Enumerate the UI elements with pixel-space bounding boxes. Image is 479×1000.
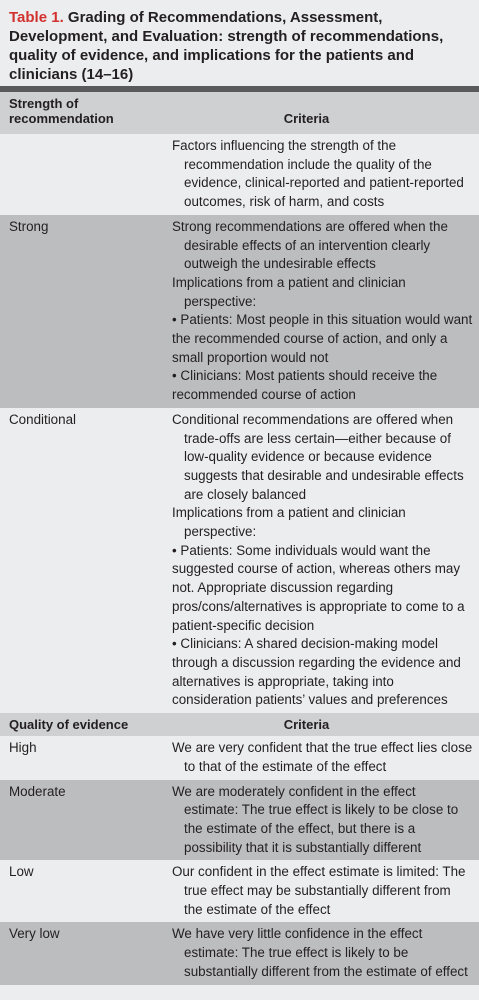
criteria-bullet: • Patients: Some individuals would want the suggested course of action, whereas others may not. Appropriate discussion regarding pros/cons/alternatives is appropriate to come to a patient-specific decision <box>172 542 473 636</box>
table-label: Table 1. <box>9 9 64 26</box>
criteria-text: Strong recommendations are offered when the desirable effects of an intervention clearly outweigh the undesirable effects <box>172 218 448 272</box>
criteria-text: Factors influencing the strength of the recommendation include the quality of the evidence, clinical-reported and patient-reported outcomes, risk of harm, and costs <box>172 138 464 210</box>
table-row <box>0 860 479 922</box>
row-label: Conditional <box>9 411 76 427</box>
criteria-bullet: • Clinicians: A shared decision-making model through a discussion regarding the evidence and alternatives is appropriate, taking into consideration patients’ values and preferences <box>172 635 473 710</box>
section2-body <box>0 736 479 984</box>
row-label: Strong <box>9 218 49 234</box>
criteria-bullet: • Patients: Most people in this situation would want the recommended course of action, and only a small proportion would not <box>172 311 473 367</box>
criteria-text: Implications from a patient and clinician perspective: <box>172 505 406 540</box>
row-criteria <box>172 411 479 710</box>
criteria-text: We are moderately confident in the effect estimate: The true effect is likely to be close to the estimate of the effect, but there is a possibility that it is substantially different <box>172 783 459 855</box>
criteria-bullet: • Clinicians: Most patients should receive the recommended course of action <box>172 367 473 404</box>
row-label: High <box>9 740 37 756</box>
row-criteria <box>172 739 479 776</box>
table-row <box>0 215 479 408</box>
criteria-text: Conditional recommendations are offered when trade-offs are less certain—either because of low-quality evidence or because evidence suggests that desirable and undesirable effects are closely balanced <box>172 411 464 502</box>
table-row <box>0 736 479 779</box>
row-criteria <box>172 863 479 919</box>
table-row <box>0 780 479 861</box>
header-quality: Quality of evidence <box>9 717 129 733</box>
table-row <box>0 408 479 713</box>
row-criteria <box>172 925 479 981</box>
header-criteria-2: Criteria <box>283 717 330 733</box>
row-label: Very low <box>9 926 60 942</box>
table-row <box>0 922 479 984</box>
section1-header <box>0 92 479 134</box>
row-label <box>0 137 172 212</box>
row-label: Low <box>9 864 34 880</box>
row-criteria <box>172 783 479 858</box>
header-criteria: Criteria <box>283 111 330 126</box>
table-caption <box>0 0 479 86</box>
table-row <box>0 134 479 215</box>
criteria-text: Our confident in the effect estimate is limited: The true effect may be substantially different from the estimate of the effect <box>172 864 466 917</box>
section1-body <box>0 134 479 713</box>
row-criteria <box>172 137 479 212</box>
table-title: Grading of Recommendations, Assessment, Development, and Evaluation: strength of recommendations, quality of evidence, and implications for the patients and clinicians (14–16) <box>9 9 444 83</box>
row-label: Moderate <box>9 783 66 799</box>
criteria-text: We are very confident that the true effect lies close to that of the estimate of the effect <box>172 740 473 774</box>
row-criteria <box>172 218 479 405</box>
criteria-text: Implications from a patient and clinician perspective: <box>172 274 406 309</box>
header-strength: Strength of recommendation <box>9 96 114 126</box>
section2-header <box>0 713 479 736</box>
criteria-text: We have very little confidence in the effect estimate: The true effect is likely to be substantially different from the estimate of effect <box>172 926 468 979</box>
